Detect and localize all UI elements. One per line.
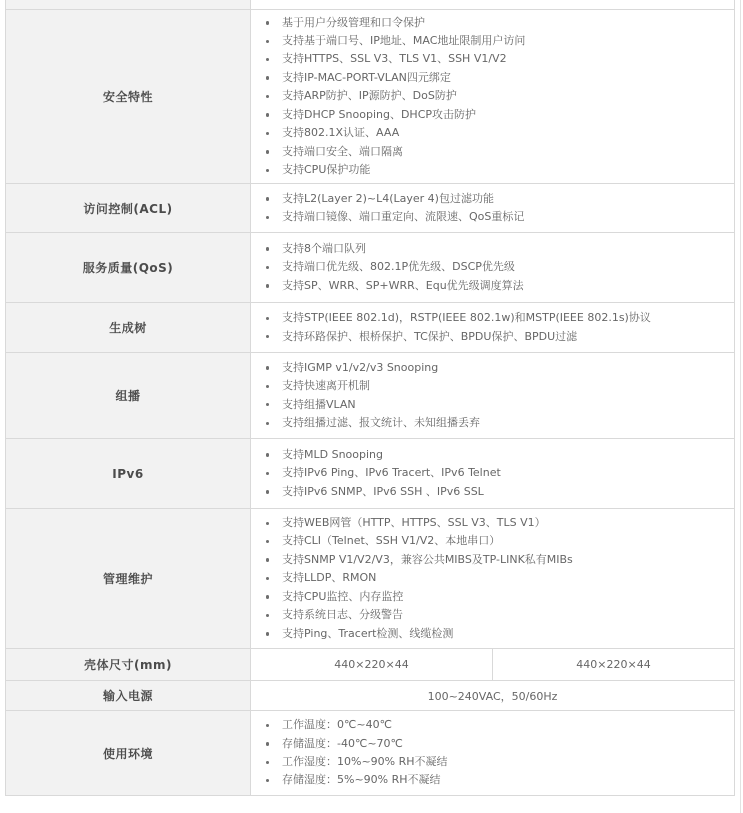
bullet-text: 支持IPv6 SNMP、IPv6 SSH 、IPv6 SSL xyxy=(282,484,484,498)
bullet-dot-icon xyxy=(266,540,269,543)
spec-content-management xyxy=(251,509,734,648)
bullet-text: 支持SP、WRR、SP+WRR、Equ优先级调度算法 xyxy=(282,278,524,292)
bullet-text: 支持WEB网管（HTTP、HTTPS、SSL V3、TLS V1） xyxy=(282,516,546,530)
bullet-text: 支持ARP防护、IP源防护、DoS防护 xyxy=(282,89,457,103)
spec-row-environment xyxy=(6,710,734,795)
bullet-dot-icon xyxy=(266,577,269,580)
bullet-text: 支持CPU保护功能 xyxy=(282,162,371,176)
bullet-dot-icon xyxy=(266,335,269,338)
bullet-text: 支持端口优先级、802.1P优先级、DSCP优先级 xyxy=(282,260,515,274)
bullet-list xyxy=(263,716,734,790)
bullet-text: 支持IP-MAC-PORT-VLAN四元绑定 xyxy=(282,70,451,84)
bullet-dot-icon xyxy=(266,216,269,219)
bullet-list xyxy=(263,446,734,501)
spec-content-power: 100~240VAC，50/60Hz xyxy=(251,681,734,710)
bullet-text: 支持CPU监控、内存监控 xyxy=(282,589,404,603)
page-right-edge-line xyxy=(740,0,741,813)
bullet-item xyxy=(263,258,734,276)
bullet-text: 支持组播VLAN xyxy=(282,397,356,411)
bullet-item xyxy=(263,190,734,208)
bullet-dot-icon xyxy=(266,385,269,388)
bullet-item xyxy=(263,161,734,179)
bullet-item xyxy=(263,309,734,327)
bullet-dot-icon xyxy=(266,113,269,116)
bullet-dot-icon xyxy=(266,422,269,425)
bullet-text: 支持8个端口队列 xyxy=(282,241,366,255)
bullet-item xyxy=(263,551,734,569)
spec-row-dimensions xyxy=(6,648,734,680)
bullet-dot-icon xyxy=(266,266,269,269)
bullet-list xyxy=(263,309,734,346)
bullet-dot-icon xyxy=(266,366,269,369)
bullet-text: 支持SNMP V1/V2/V3，兼容公共MIBS及TP-LINK私有MIBs xyxy=(282,552,573,566)
bullet-dot-icon xyxy=(266,95,269,98)
bullet-item xyxy=(263,143,734,161)
bullet-text: 工作温度：0℃~40℃ xyxy=(282,718,392,732)
bullet-dot-icon xyxy=(266,21,269,24)
bullet-item xyxy=(263,377,734,395)
bullet-text: 支持环路保护、根桥保护、TC保护、BPDU保护、BPDU过滤 xyxy=(282,329,578,343)
bullet-item xyxy=(263,625,734,643)
bullet-item xyxy=(263,414,734,432)
bullet-dot-icon xyxy=(266,522,269,525)
bullet-item xyxy=(263,753,734,771)
spec-row-spanning-tree xyxy=(6,302,734,352)
bullet-dot-icon xyxy=(266,724,269,727)
spec-value-dimensions-2: 440×220×44 xyxy=(576,658,651,671)
spec-label-power: 输入电源 xyxy=(6,681,251,710)
spec-content-dimensions xyxy=(251,649,734,680)
bullet-item xyxy=(263,735,734,753)
bullet-text: 工作湿度：10%~90% RH不凝结 xyxy=(282,755,448,768)
spec-value-dimensions-1: 440×220×44 xyxy=(251,649,493,680)
bullet-item xyxy=(263,69,734,87)
bullet-text: 支持L2(Layer 2)~L4(Layer 4)包过滤功能 xyxy=(282,191,494,205)
spec-row-security xyxy=(6,9,734,183)
bullet-dot-icon xyxy=(266,632,269,635)
spec-content-spanning-tree xyxy=(251,303,734,352)
spec-content-environment xyxy=(251,711,734,795)
bullet-item xyxy=(263,208,734,226)
bullet-text: 支持快速离开机制 xyxy=(282,379,370,393)
spec-label-security: 安全特性 xyxy=(6,10,251,183)
spec-content-ipv6 xyxy=(251,439,734,508)
bullet-dot-icon xyxy=(266,58,269,61)
bullet-item xyxy=(263,277,734,295)
bullet-text: 支持MLD Snooping xyxy=(282,447,383,461)
spec-content-multicast xyxy=(251,353,734,438)
spec-label-cutoff xyxy=(6,0,251,9)
bullet-item xyxy=(263,716,734,734)
bullet-text: 支持组播过滤、报文统计、未知组播丢弃 xyxy=(282,415,480,429)
bullet-text: 存储温度：-40℃~70℃ xyxy=(282,736,403,750)
spec-content-qos xyxy=(251,233,734,302)
bullet-item xyxy=(263,87,734,105)
bullet-item xyxy=(263,32,734,50)
bullet-item xyxy=(263,771,734,789)
bullet-text: 支持802.1X认证、AAA xyxy=(282,126,400,140)
bullet-dot-icon xyxy=(266,40,269,43)
bullet-dot-icon xyxy=(266,595,269,598)
bullet-dot-icon xyxy=(266,317,269,320)
spec-label-environment: 使用环境 xyxy=(6,711,251,795)
bullet-dot-icon xyxy=(266,284,269,287)
bullet-dot-icon xyxy=(266,132,269,135)
bullet-dot-icon xyxy=(266,490,269,493)
spec-label-management: 管理维护 xyxy=(6,509,251,648)
bullet-text: 存储湿度：5%~90% RH不凝结 xyxy=(282,773,441,787)
bullet-item xyxy=(263,240,734,258)
bullet-text: 支持LLDP、RMON xyxy=(282,571,377,585)
bullet-item xyxy=(263,124,734,142)
spec-row-acl xyxy=(6,183,734,232)
spec-content-acl xyxy=(251,184,734,232)
spec-row-cutoff xyxy=(6,0,734,9)
bullet-dot-icon xyxy=(266,614,269,617)
bullet-item xyxy=(263,328,734,346)
spec-label-qos: 服务质量(QoS) xyxy=(6,233,251,302)
bullet-text: 支持端口镜像、端口重定向、流限速、QoS重标记 xyxy=(282,210,525,223)
spec-label-dimensions: 壳体尺寸(mm) xyxy=(6,649,251,680)
bullet-item xyxy=(263,483,734,501)
bullet-dot-icon xyxy=(266,403,269,406)
bullet-dot-icon xyxy=(266,761,269,764)
bullet-dot-icon xyxy=(266,742,269,745)
bullet-list xyxy=(263,514,734,643)
bullet-item xyxy=(263,446,734,464)
spec-label-spanning-tree: 生成树 xyxy=(6,303,251,352)
bullet-text: 支持IPv6 Ping、IPv6 Tracert、IPv6 Telnet xyxy=(282,466,501,480)
bullet-dot-icon xyxy=(266,779,269,782)
bullet-text: 支持DHCP Snooping、DHCP攻击防护 xyxy=(282,107,477,121)
bullet-item xyxy=(263,50,734,68)
bullet-item xyxy=(263,532,734,550)
bullet-dot-icon xyxy=(266,558,269,561)
bullet-list xyxy=(263,359,734,433)
bullet-list xyxy=(263,240,734,295)
bullet-text: 支持CLI（Telnet、SSH V1/V2、本地串口） xyxy=(282,534,501,548)
bullet-text: 支持系统日志、分级警告 xyxy=(282,608,403,622)
spec-row-multicast xyxy=(6,352,734,438)
bullet-item xyxy=(263,464,734,482)
spec-label-multicast: 组播 xyxy=(6,353,251,438)
bullet-item xyxy=(263,514,734,532)
bullet-item xyxy=(263,396,734,414)
spec-table xyxy=(5,0,735,796)
bullet-text: 支持基于端口号、IP地址、MAC地址限制用户访问 xyxy=(282,34,526,48)
spec-row-power xyxy=(6,680,734,710)
bullet-item xyxy=(263,359,734,377)
bullet-item xyxy=(263,106,734,124)
bullet-text: 支持STP(IEEE 802.1d)，RSTP(IEEE 802.1w)和MSTP(IEEE 802.1s)协议 xyxy=(282,311,651,325)
bullet-dot-icon xyxy=(266,150,269,153)
bullet-dot-icon xyxy=(266,169,269,172)
bullet-item xyxy=(263,569,734,587)
bullet-dot-icon xyxy=(266,197,269,200)
spec-content-security xyxy=(251,10,734,183)
spec-content-cutoff xyxy=(251,0,734,9)
bullet-list xyxy=(263,14,734,180)
spec-row-qos xyxy=(6,232,734,302)
bullet-list xyxy=(263,190,734,227)
spec-label-ipv6: IPv6 xyxy=(6,439,251,508)
spec-label-acl: 访问控制(ACL) xyxy=(6,184,251,232)
bullet-dot-icon xyxy=(266,76,269,79)
bullet-text: 基于用户分级管理和口令保护 xyxy=(282,15,425,29)
bullet-item xyxy=(263,14,734,32)
bullet-text: 支持IGMP v1/v2/v3 Snooping xyxy=(282,360,439,374)
bullet-text: 支持HTTPS、SSL V3、TLS V1、SSH V1/V2 xyxy=(282,52,507,66)
bullet-dot-icon xyxy=(266,247,269,250)
bullet-text: 支持端口安全、端口隔离 xyxy=(282,144,403,158)
bullet-dot-icon xyxy=(266,453,269,456)
bullet-text: 支持Ping、Tracert检测、线缆检测 xyxy=(282,626,454,640)
bullet-item xyxy=(263,606,734,624)
spec-row-ipv6 xyxy=(6,438,734,508)
bullet-item xyxy=(263,588,734,606)
spec-row-management xyxy=(6,508,734,648)
bullet-dot-icon xyxy=(266,472,269,475)
